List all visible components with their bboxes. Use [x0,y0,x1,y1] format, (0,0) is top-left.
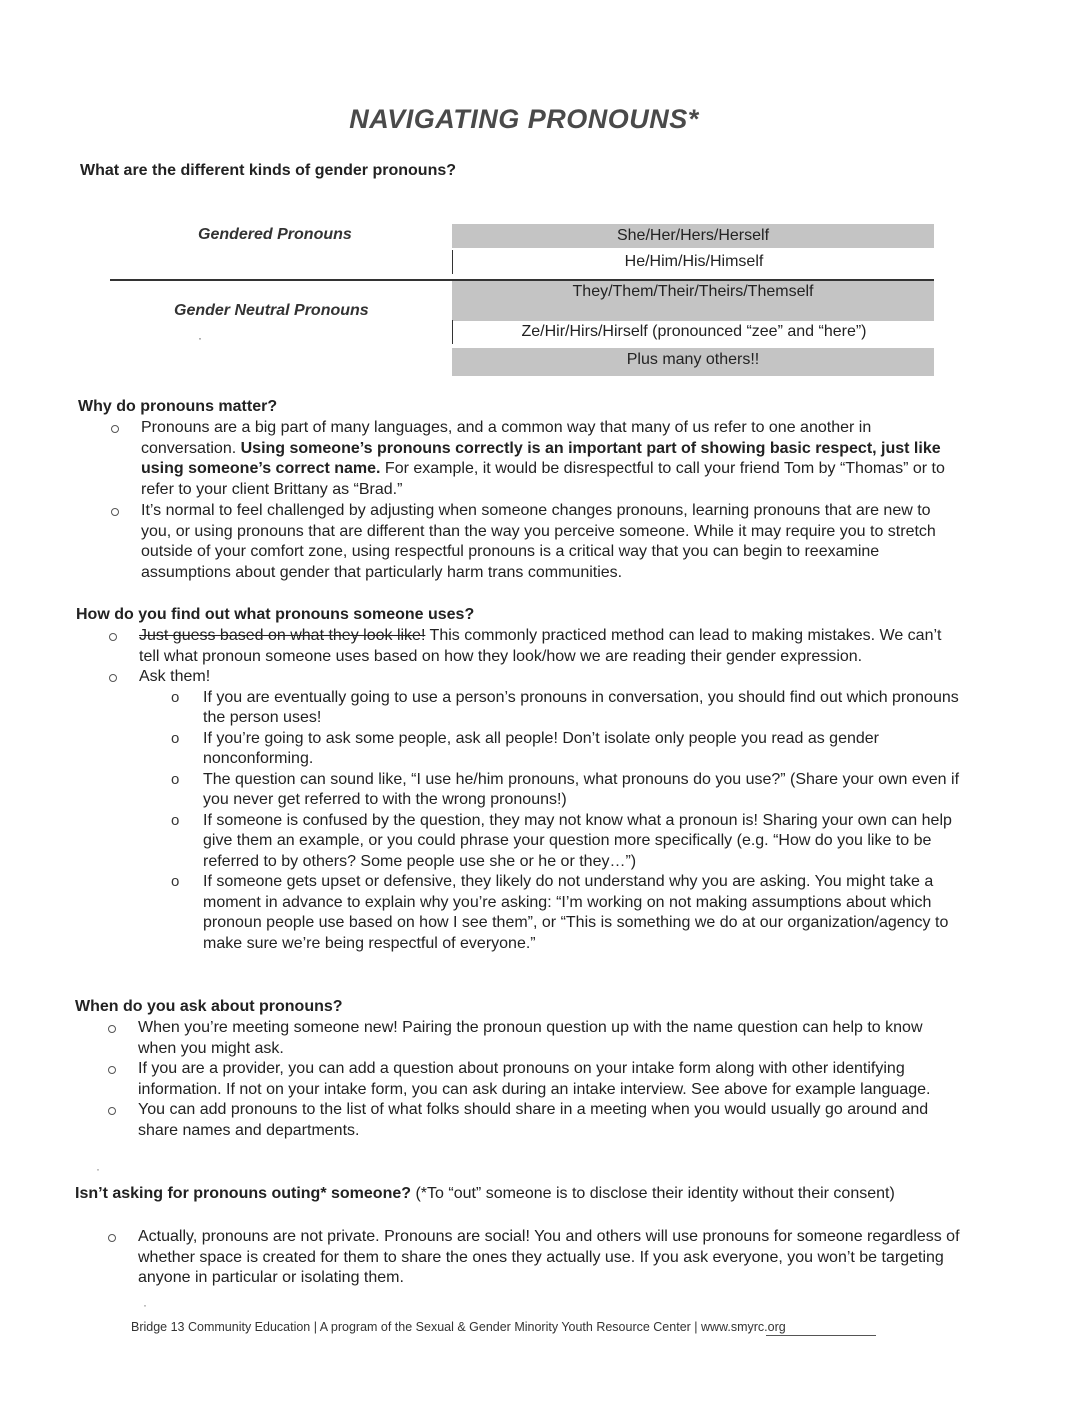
stray-mark: · [198,331,202,345]
how-sub-text: If you’re going to ask some people, ask all people! Don’t isolate only people you read as gender nonconforming. [203,729,879,767]
bullet-icon [108,1234,116,1242]
how-text: Ask them! [139,668,211,685]
bullet-icon [111,425,119,433]
question-when-heading: When do you ask about pronouns? [75,998,343,1015]
outing-question-bold: Isn’t asking for pronouns outing* someone? [75,1185,412,1202]
question-outing-heading [75,1184,935,1205]
stray-mark: · [96,1162,100,1176]
sub-bullet-icon: o [171,770,180,788]
when-list [0,1018,1088,1141]
list-item [141,418,956,500]
pronoun-row-others: Plus many others!! [452,348,934,376]
when-text: When you’re meeting someone new! Pairing the pronoun question up with the name question can help to know when you might ask. [138,1019,923,1057]
how-sub-text: If you are eventually going to use a person’s pronouns in conversation, you should find out which pronouns the person uses! [203,688,959,726]
when-text: If you are a provider, you can add a question about pronouns on your intake form along with other identifying information. If not on your intake form, you can ask during an intake interview. See above for example language. [138,1060,931,1098]
how-sub-text: If someone gets upset or defensive, they likely do not understand why you are asking. You might take a moment in advance to explain why you’re asking: “I’m working on not making assumptions about which pronoun people use based on how I see them”, or “This is something we do at our organization/agency to make sure we’re being respectful of everyone.” [203,873,949,952]
sub-list-item [171,770,960,811]
why-bold-text: Using someone’s pronouns correctly is an important part of showing basic respect, just like using someone’s correct name. [141,439,941,477]
sub-bullet-icon: o [171,688,180,706]
question-kinds-heading: What are the different kinds of gender pronouns? [80,162,457,179]
question-why-heading: Why do pronouns matter? [78,398,278,415]
why-text-part: Pronouns are a big part of many languages, and a common way that many of us refer to one another in conversation. [141,419,872,457]
list-item [138,1100,960,1141]
pronoun-row-he: He/Him/His/Himself [452,250,935,274]
footer-underline [766,1335,876,1336]
sub-bullet-icon: o [171,811,180,829]
sub-bullet-icon: o [171,873,180,890]
outing-list [0,1227,1088,1289]
why-text: It’s normal to feel challenged by adjusting when someone changes pronouns, learning pronouns that are new to you, or using pronouns that are different than the way you perceive someone. While it may require you to stretch outside of your comfort zone, using respectful pronouns is a critical way that you can begin to reexamine assumptions about gender that particularly harm trans communities. [141,502,936,581]
how-sub-text: The question can sound like, “I use he/him pronouns, what pronouns do you use?” (Share your own even if you never get referred to with the wrong pronouns!) [203,770,960,808]
gender-neutral-pronouns-label: Gender Neutral Pronouns [174,302,369,319]
pronoun-table [110,222,936,380]
list-item [138,1059,960,1100]
stray-mark: · [143,1298,147,1312]
list-item [138,1018,960,1059]
sub-list-item [171,729,959,770]
bullet-icon [109,674,117,682]
bullet-icon [111,508,119,516]
why-text-part: For example, it would be disrespectful to call your friend Tom by “Thomas” or to refer to your client Brittany as “Brad.” [141,460,945,498]
list-item [139,626,959,667]
pronoun-row-they: They/Them/Their/Theirs/Themself [452,281,934,321]
gendered-pronouns-label: Gendered Pronouns [198,226,352,243]
struck-text: Just guess based on what they look like! [139,627,426,644]
outing-question-note: (*To “out” someone is to disclose their identity without their consent) [411,1185,895,1202]
bullet-icon [108,1025,116,1033]
question-how-heading: How do you find out what pronouns someone uses? [76,606,475,623]
bullet-icon [109,633,117,641]
sub-list-item [171,688,959,729]
pronoun-row-ze: Ze/Hir/Hirs/Hirself (pronounced “zee” and “here”) [452,320,935,344]
how-list [0,626,1088,954]
page-footer: Bridge 13 Community Education | A program of the Sexual & Gender Minority Youth Resource Center | www.smyrc.org [131,1320,786,1334]
when-text: You can add pronouns to the list of what folks should share in a meeting when you would usually go around and share names and departments. [138,1101,929,1139]
sub-bullet-icon: o [171,729,180,747]
sub-list-item [171,811,959,873]
list-item [138,1227,960,1289]
how-text: This commonly practiced method can lead to making mistakes. We can’t tell what pronoun someone uses based on how they look/how we are reading their gender expression. [139,627,942,665]
bullet-icon [108,1107,116,1115]
bullet-icon [108,1066,116,1074]
list-item [139,667,959,688]
pronoun-row-she: She/Her/Hers/Herself [452,224,934,248]
outing-text: Actually, pronouns are not private. Pronouns are social! You and others will use pronouns for someone regardless of whether space is created for them to share the ones they actually use. If you ask everyone, you won’t be targeting anyone in particular or isolating them. [138,1228,960,1286]
page-title: NAVIGATING PRONOUNS* [349,104,699,134]
how-sub-text: If someone is confused by the question, they may not know what a pronoun is! Sharing your own can help give them an example, or you could phrase your question more specifically (e.g. “How do you like to be referred to by others? Some people use she or he or they…”) [203,811,952,870]
list-item [141,501,956,583]
sub-list-item [171,872,959,954]
why-list [0,418,1088,583]
